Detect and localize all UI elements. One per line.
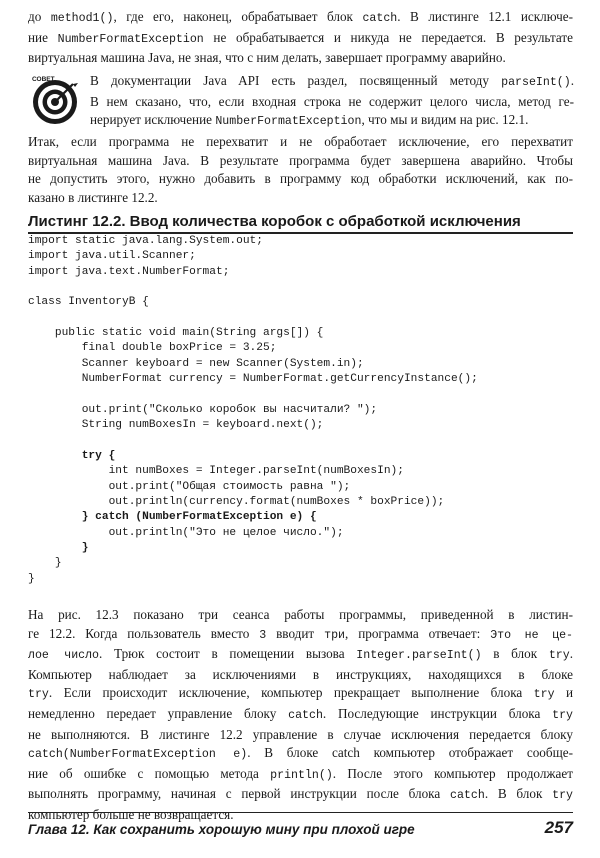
text-run: казано в листинге 12.2. xyxy=(28,189,158,205)
text-line xyxy=(90,72,574,93)
footer-rule xyxy=(28,812,573,813)
code-text: import java.text.NumberFormat; xyxy=(28,265,230,278)
text-run: . В блок xyxy=(484,786,553,802)
code-keyword: } catch (NumberFormatException e) { xyxy=(81,511,317,524)
text-run: до xyxy=(28,9,51,24)
text-run: компьютер больше не возвращается. xyxy=(28,806,234,822)
code-text: final double boxPrice = 3.25; xyxy=(28,342,277,355)
tip-paragraph xyxy=(90,72,574,132)
text-line xyxy=(90,111,574,132)
text-run: , программа отвечает: xyxy=(344,625,491,641)
code-text: } xyxy=(28,557,62,570)
text-run: не обрабатывается и никуда не передается. В результате xyxy=(203,29,573,45)
inline-code: лое число xyxy=(28,649,100,663)
code-line xyxy=(28,311,573,326)
text-run: . В блоке catch компьютер отображает сообще- xyxy=(247,745,573,761)
text-run: , что мы и видим на рис. 12.1. xyxy=(361,112,529,128)
code-listing xyxy=(28,234,573,587)
code-keyword: } xyxy=(81,541,89,554)
text-run: В нем сказано, что, если входная строка не содержит целого числа, метод ге- xyxy=(90,93,574,109)
text-run: вводит xyxy=(266,625,325,641)
inline-code: три xyxy=(324,628,345,642)
text-line xyxy=(28,189,573,208)
text-run: не допустить этого, нужно добавить в программу код обработки исключений, как по- xyxy=(28,171,573,187)
code-text xyxy=(28,511,82,523)
text-line xyxy=(28,170,573,189)
code-text xyxy=(28,450,82,462)
text-line xyxy=(28,8,573,29)
code-text: out.print("Сколько коробок вы насчитали? "); xyxy=(28,403,378,416)
footer-chapter-title: Глава 12. Как сохранить хорошую мину при плохой игре xyxy=(28,822,415,837)
code-line xyxy=(28,357,573,372)
code-text: import java.util.Scanner; xyxy=(28,250,196,263)
text-run: не выполняются. В листинге 12.2 управление в случае исключения передается блоку xyxy=(28,726,573,742)
code-line xyxy=(28,372,573,387)
listing-title: Листинг 12.2. Ввод количества коробок с обработкой исключения xyxy=(28,213,521,230)
code-line xyxy=(28,280,573,295)
inline-code: 3 xyxy=(259,628,267,642)
code-text: out.println(currency.format(numBoxes * boxPrice)); xyxy=(28,495,445,508)
text-run: выполнять программу, начиная с первой инструкции после блока xyxy=(28,786,451,802)
inline-code: parseInt() xyxy=(501,76,571,89)
inline-code: Integer.parseInt() xyxy=(356,649,482,663)
text-run: . xyxy=(569,646,573,662)
inline-code: NumberFormatException xyxy=(57,32,204,46)
text-line xyxy=(28,765,573,786)
inline-code: catch(NumberFormatException e) xyxy=(28,748,248,762)
inline-code: try xyxy=(548,649,570,663)
code-text: import static java.lang.System.out; xyxy=(28,235,263,247)
text-run: ние об ошибке с помощью метода xyxy=(28,765,271,781)
code-text: out.println("Это не целое число."); xyxy=(28,526,344,539)
inline-code: try xyxy=(28,688,49,702)
inline-code: catch xyxy=(362,12,398,25)
code-line xyxy=(28,526,573,541)
text-run: . Если происходит исключение, компьютер прекращает выполнение блока xyxy=(48,685,534,701)
inline-code: catch xyxy=(288,708,323,722)
code-line xyxy=(28,403,573,418)
code-line xyxy=(28,449,573,464)
text-line xyxy=(28,133,573,152)
text-line xyxy=(28,49,573,68)
text-run: и xyxy=(554,685,573,701)
code-line xyxy=(28,495,573,510)
code-line xyxy=(28,234,573,249)
inline-code: Это не це- xyxy=(490,628,574,642)
text-run: ние xyxy=(28,29,58,45)
code-line xyxy=(28,265,573,280)
code-text xyxy=(28,542,82,554)
inline-code: catch xyxy=(450,789,485,803)
code-line xyxy=(28,295,573,310)
code-line xyxy=(28,249,573,264)
text-run: На рис. 12.3 показано три сеанса работы программы, приведенной в листин- xyxy=(28,607,573,622)
code-text: NumberFormat currency = NumberFormat.getCurrencyInstance(); xyxy=(28,373,478,386)
text-line xyxy=(28,606,573,625)
text-line xyxy=(28,645,573,666)
code-keyword: try { xyxy=(81,449,116,462)
code-line xyxy=(28,480,573,495)
tip-target-icon xyxy=(28,72,82,126)
code-line xyxy=(28,341,573,356)
paragraph-explanation xyxy=(28,606,573,825)
text-run: . После этого компьютер продолжает xyxy=(332,765,573,781)
text-run: , где его, наконец, обрабатывает блок xyxy=(113,9,363,24)
code-line xyxy=(28,418,573,433)
code-text: out.print("Общая стоимость равна "); xyxy=(28,480,351,493)
paragraph-exception-intro xyxy=(28,8,573,68)
text-run: Компьютер наблюдает за исключениями в инструкциях, находящихся в блоке xyxy=(28,666,573,682)
code-text: } xyxy=(28,572,35,585)
text-line xyxy=(28,29,573,50)
text-run: . Последующие инструкции блока xyxy=(322,705,553,721)
text-line xyxy=(28,666,573,685)
paragraph-catch-needed xyxy=(28,133,573,207)
text-line xyxy=(90,93,574,112)
inline-code: try xyxy=(552,708,573,722)
code-text: Scanner keyboard = new Scanner(System.in); xyxy=(28,357,364,370)
code-line xyxy=(28,326,573,341)
text-run: Итак, если программа не перехватит и не обработает исключение, его перехватит xyxy=(28,134,573,149)
text-run: виртуальная машина Java, не зная, что с ним делать, завершает программу аварийно. xyxy=(28,50,506,66)
inline-code: try xyxy=(552,789,574,803)
tip-badge-label: СОВЕТ xyxy=(32,76,55,83)
code-line xyxy=(28,433,573,448)
inline-code: println() xyxy=(270,768,333,782)
code-line xyxy=(28,510,573,525)
text-line xyxy=(28,152,573,171)
text-run: нерирует исключение xyxy=(90,112,216,128)
inline-code: method1() xyxy=(50,12,114,25)
text-line xyxy=(28,705,573,726)
text-run: ге 12.2. Когда пользователь вместо xyxy=(28,625,260,641)
text-line xyxy=(28,785,573,806)
text-line xyxy=(28,726,573,745)
inline-code: NumberFormatException xyxy=(215,115,362,129)
text-line xyxy=(28,684,573,705)
text-run: немедленно передает управление блоку xyxy=(28,705,289,721)
text-run: виртуальная машина Java. В результате программа будет завершена аварийно. Чтобы xyxy=(28,152,573,168)
code-line xyxy=(28,556,573,571)
code-line xyxy=(28,572,573,587)
text-line xyxy=(28,744,573,765)
code-line xyxy=(28,464,573,479)
page-number: 257 xyxy=(544,818,573,837)
text-run: . В листинге 12.1 исключе- xyxy=(397,9,573,24)
code-text: class InventoryB { xyxy=(28,296,149,309)
code-text: int numBoxes = Integer.parseInt(numBoxesIn); xyxy=(28,465,404,478)
code-line xyxy=(28,541,573,556)
code-text: String numBoxesIn = keyboard.next(); xyxy=(28,419,324,432)
text-run: в блок xyxy=(481,646,549,662)
inline-code: try xyxy=(533,688,555,702)
text-run: . xyxy=(570,73,574,88)
code-text: public static void main(String args[]) { xyxy=(28,327,324,340)
code-line xyxy=(28,387,573,402)
text-line xyxy=(28,625,573,646)
text-run: В документации Java API есть раздел, посвященный методу xyxy=(90,73,502,88)
text-run: . Трюк состоит в помещении вызова xyxy=(99,646,357,662)
